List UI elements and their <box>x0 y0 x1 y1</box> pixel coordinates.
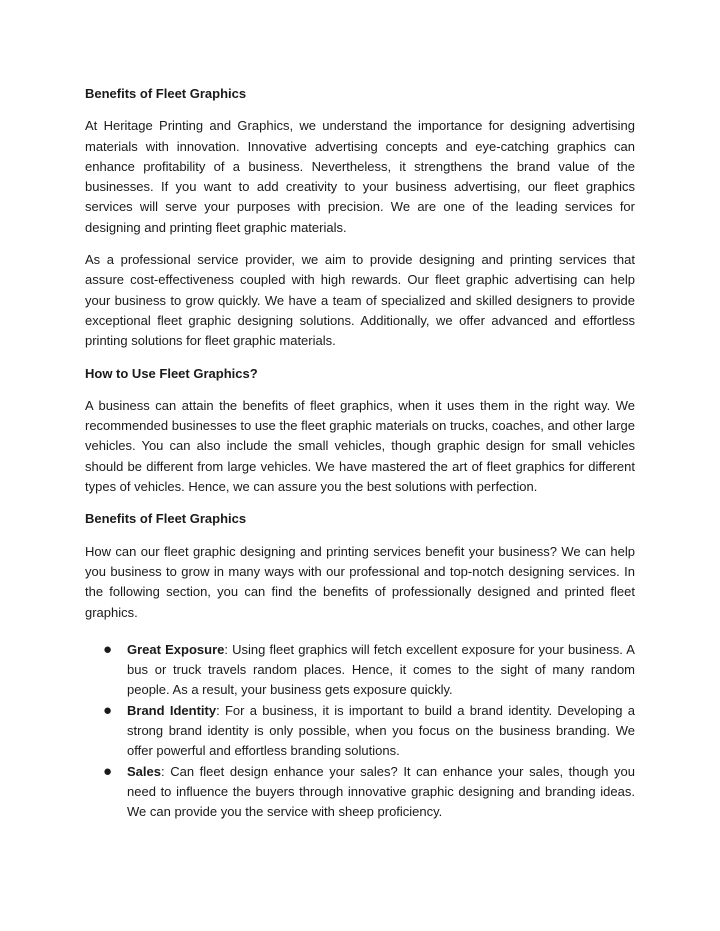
bullet-icon: ● <box>103 762 113 780</box>
benefits-list <box>85 640 635 823</box>
bullet-term: Brand Identity <box>127 702 217 718</box>
paragraph-intro: At Heritage Printing and Graphics, we understand the importance for designing advertising materials with innovation. Innovative advertising concepts and eye-catching graphics can enhance profitability of a business. Nevertheless, it strengthens the brand value of the businesses. If you want to add creativity to your business advertising, our fleet graphics services will serve your purposes with precision. We are one of the leading services for designing and printing fleet graphic materials. <box>85 118 635 235</box>
bullet-text: : Can fleet design enhance your sales? It can enhance your sales, though you need to influence the buyers through innovative graphic designing and branding ideas. We can provide you the service with sheep proficiency. <box>127 763 635 820</box>
bullet-icon: ● <box>103 701 113 719</box>
section-heading-how-to-use: How to Use Fleet Graphics? <box>85 365 258 381</box>
paragraph-service-provider: As a professional service provider, we aim to provide designing and printing services that assure cost-effectiveness coupled with high rewards. Our fleet graphic advertising can help your business to grow quickly. We have a team of specialized and skilled designers to provide exceptional fleet graphic designing solutions. Additionally, we offer advanced and effortless printing solutions for fleet graphic materials. <box>85 252 635 349</box>
bullet-term: Great Exposure <box>127 641 225 657</box>
paragraph-benefits-intro: How can our fleet graphic designing and printing services benefit your business? We can help you business to grow in many ways with our professional and top-notch designing services. In the following section, you can find the benefits of professionally designed and printed fleet graphics. <box>85 543 635 620</box>
bullet-text: : For a business, it is important to build a brand identity. Developing a strong brand identity is only possible, when you focus on the business branding. We offer powerful and effortless branding solutions. <box>127 702 635 759</box>
list-item-brand-identity <box>85 701 635 762</box>
bullet-text: : Using fleet graphics will fetch excellent exposure for your business. A bus or truck travels random places. Hence, it comes to the sight of many random people. As a result, your business gets exposure quickly. <box>127 641 635 698</box>
paragraph-how-to-use: A business can attain the benefits of fleet graphics, when it uses them in the right way. We recommended businesses to use the fleet graphic materials on trucks, coaches, and other large vehicles. You can also include the small vehicles, though graphic design for small vehicles should be different from large vehicles. We have mastered the art of fleet graphics for different types of vehicles. Hence, we can assure you the best solutions with perfection. <box>85 397 635 495</box>
bullet-icon: ● <box>103 640 113 658</box>
list-item-great-exposure <box>85 640 635 701</box>
list-item-sales <box>85 762 635 823</box>
section-heading-benefits: Benefits of Fleet Graphics <box>85 86 247 101</box>
document-body <box>85 84 635 823</box>
bullet-term: Sales <box>127 763 161 779</box>
section-heading-benefits-second: Benefits of Fleet Graphics <box>85 511 247 527</box>
